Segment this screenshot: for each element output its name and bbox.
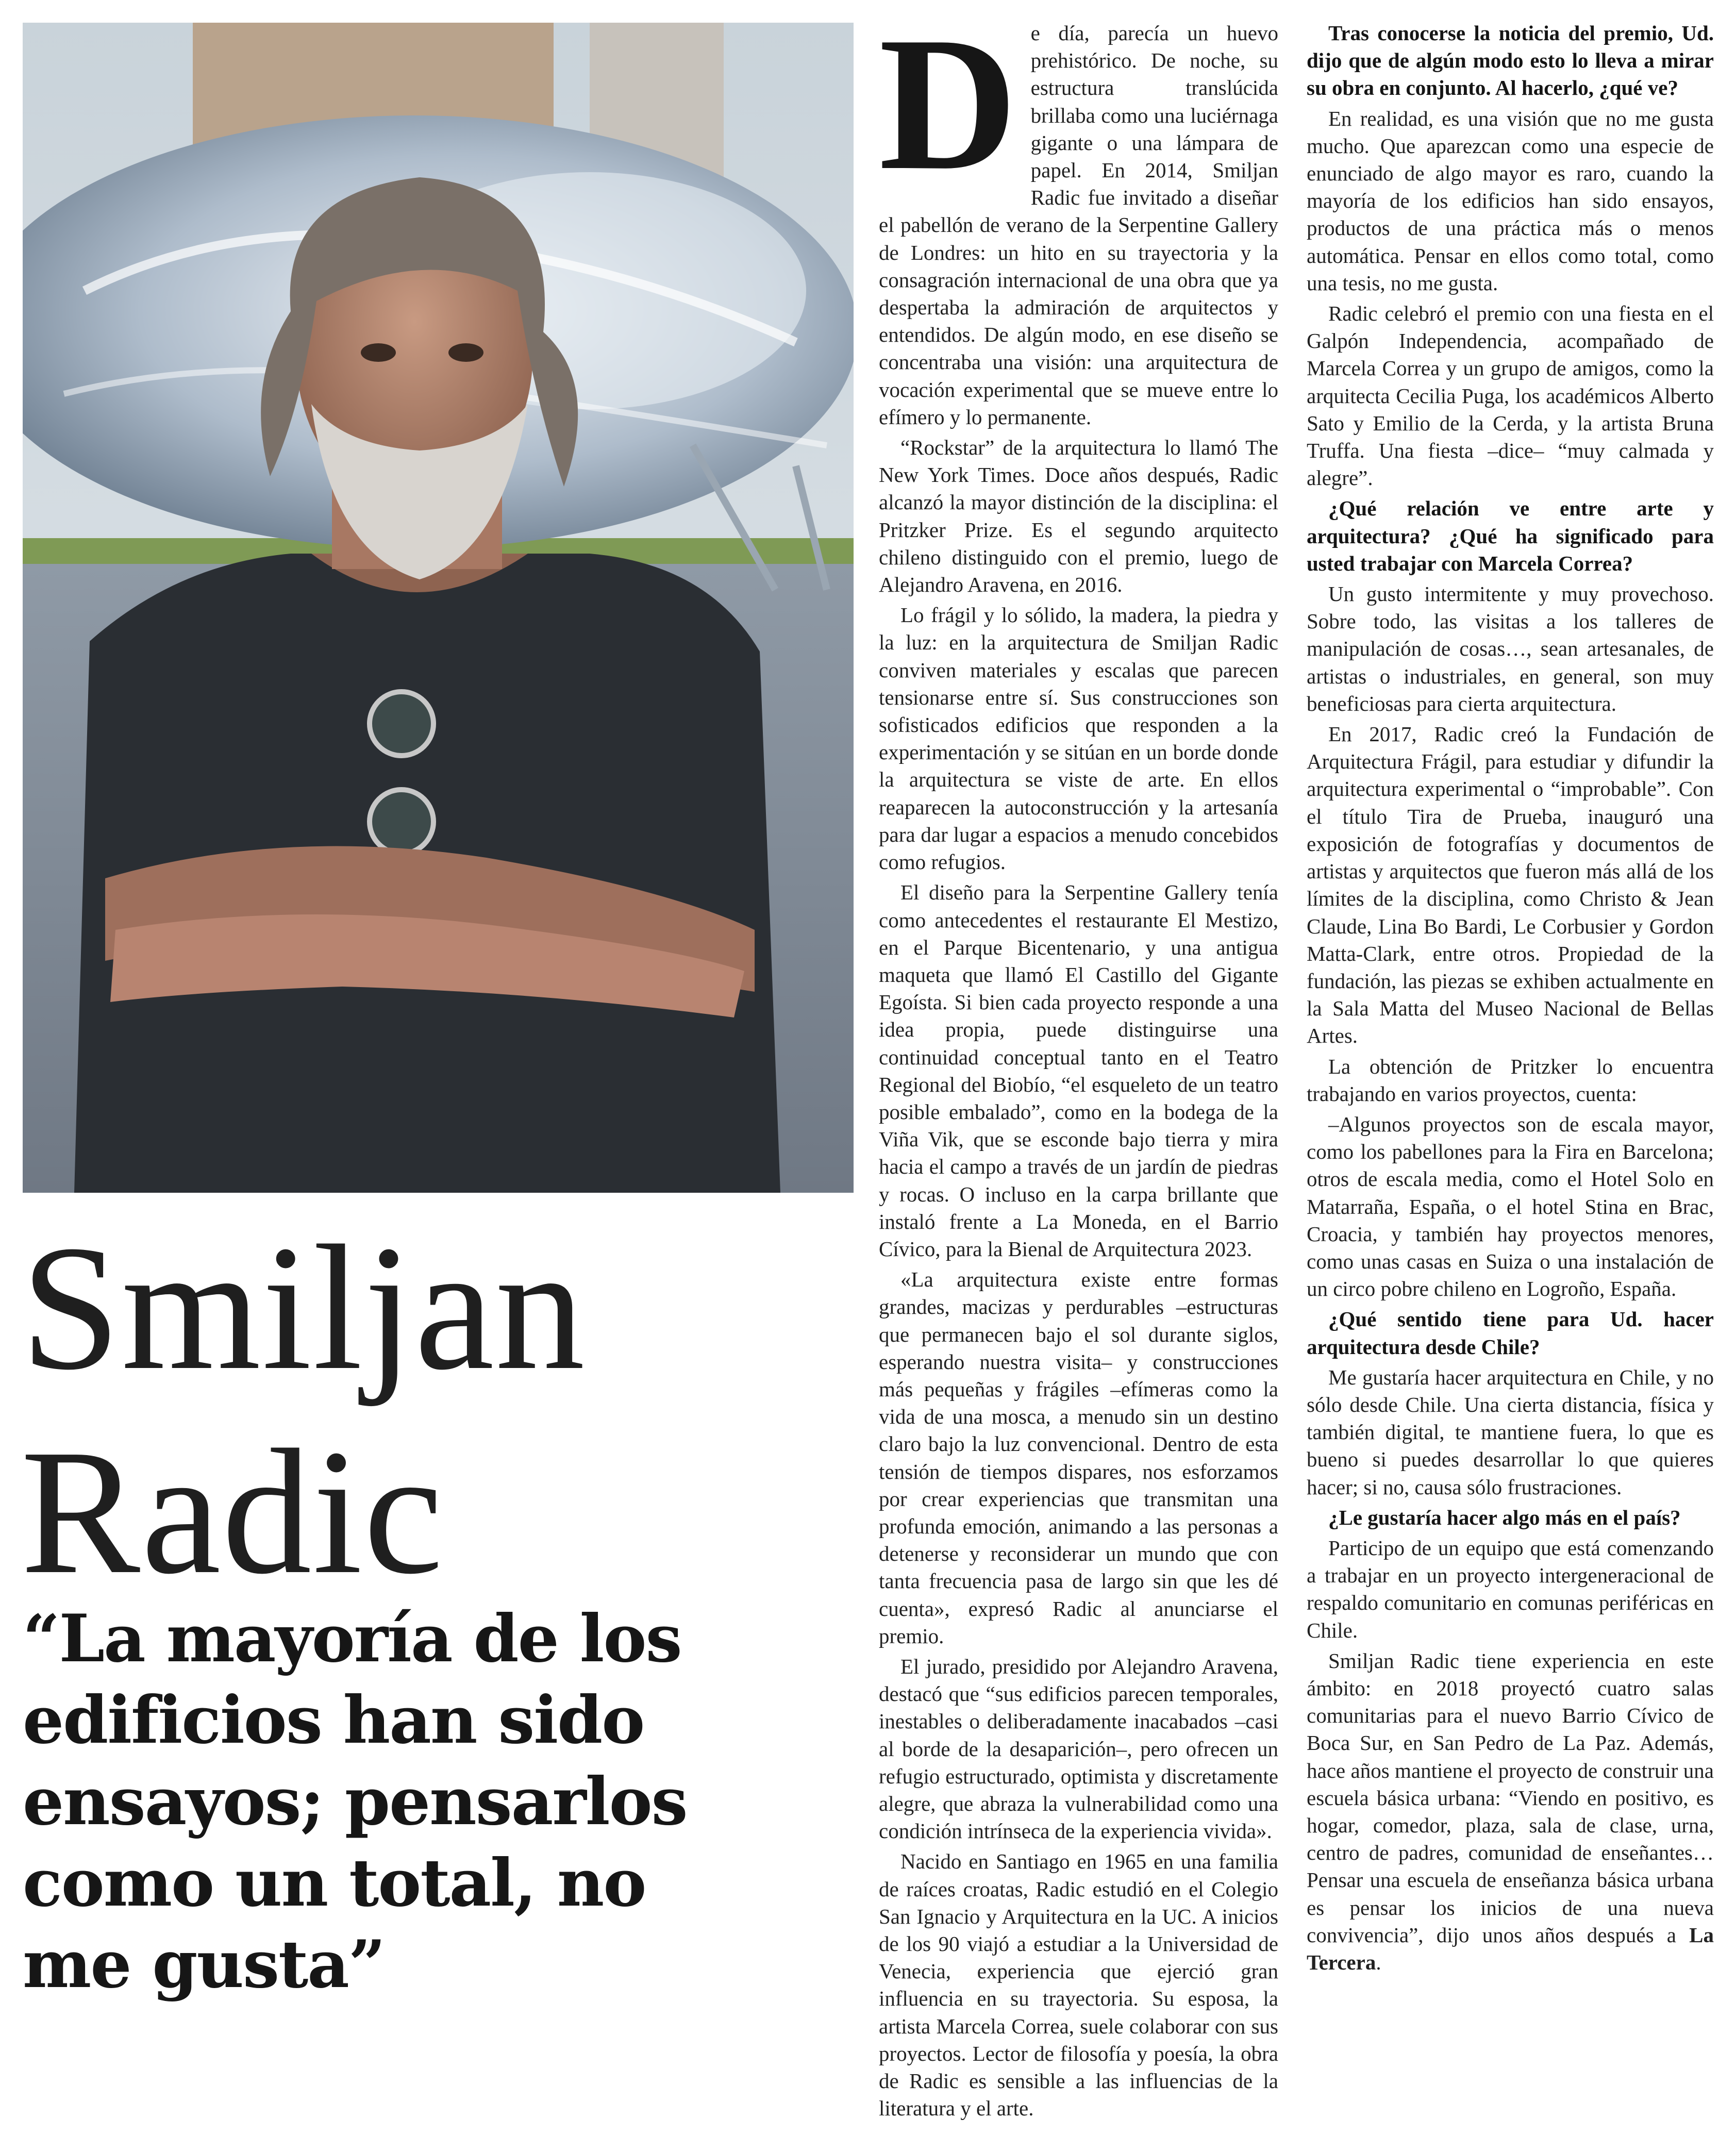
source-name: La Tercera	[1307, 1923, 1714, 1975]
headline-last-name: Radic	[21, 1413, 444, 1611]
paragraph: –Algunos proyectos son de escala mayor, como los pabellones para la Fira en Barcelona; otros de escala media, como el Hotel Solo en Matarraña, España, o el hotel Stina en Brac, Croacia, y también hay proyectos menores, como unas casas en Suiza o una instalación de un circo pobre chileno en Logroño, España.	[1307, 1112, 1714, 1301]
paragraph: En 2017, Radic creó la Fundación de Arquitectura Frágil, para estudiar y difundir la arquitectura experimental o “improbable”. Con el título Tira de Prueba, inauguró una exposición de fotografías y documentos de artistas y arquitectos que fueron más allá de los límites de la disciplina, como Christo & Jean Claude, Lina Bo Bardi, Le Corbusier y Gordon Matta-Clark, entre otros. Propiedad de la fundación, las piezas se exhiben actualmente en la Sala Matta del Museo Nacional de Bellas Artes.	[1307, 722, 1714, 1048]
interview-answer: En realidad, es una visión que no me gusta mucho. Que aparezcan como una especie de enunciado de algo mayor es raro, cuando la mayoría de los edificios han sido ensayos, productos de una práctica más o menos automática. Pensar en ellos como total, como una tesis, no me gusta.	[1307, 106, 1714, 295]
closing-paragraph: Smiljan Radic tiene experiencia en este ámbito: en 2018 proyectó cuatro salas comunitarias para el nuevo Barrio Cívico de Boca Sur, en San Pedro de La Paz. Además, hace años mantiene el proyecto de construir una escuela básica urbana: “Viendo en positivo, es hogar, comedor, plaza, sala de clase, urna, centro de padres, comunidad de enseñantes… Pensar una escuela de enseñanza básica urbana es pensar los inicios de una nueva convivencia”, dijo unos años después a La Tercera.	[1307, 1648, 1714, 1975]
paragraph: «La arquitectura existe entre formas grandes, macizas y perdurables –estructuras que permanecen bajo el sol durante siglos, esperando nuestra visita– y construcciones más pequeñas y frágiles –efímeras como la vida de una mosca, a menudo sin un destino claro bajo la luz convencional. Dentro de esta tensión de tiempos dispares, nos esforzamos por crear experiencias que transmitan una profunda emoción, animando a las personas a detenerse y reconsiderar un mundo que con tanta frecuencia pasa de largo sin que les dé cuenta», expresó Radic al anunciarse el premio.	[879, 1267, 1278, 1648]
interview-answer: Me gustaría hacer arquitectura en Chile, y no sólo desde Chile. Una cierta distancia, física y también digital, te mantiene fuera, lo que es bueno si puedes desarrollar lo que quieres hacer; si no, causa sólo frustraciones.	[1307, 1365, 1714, 1499]
pull-quote-line: me gusta”	[23, 1926, 385, 2002]
interview-question: ¿Qué relación ve entre arte y arquitectura? ¿Qué ha significado para usted trabajar con Marcela Correa?	[1307, 496, 1714, 575]
article-column-1	[879, 0, 1278, 2125]
intro-paragraph: De día, parecía un huevo prehistórico. De noche, su estructura translúcida brillaba como una luciérnaga gigante o una lámpara de papel. En 2014, Smiljan Radic fue invitado a diseñar el pabellón de verano de la Serpentine Gallery de Londres: un hito en su trayectoria y la consagración internacional de una obra que ya despertaba la admiración de arquitectos y entendidos. De algún modo, en ese diseño se concentraba una visión: una arquitectura de vocación experimental que se mueve entre lo efímero y lo permanente.	[879, 0, 1278, 429]
paragraph: El diseño para la Serpentine Gallery tenía como antecedentes el restaurante El Mestizo, en el Parque Bicentenario, y una antigua maqueta que llamó El Castillo del Gigante Egoísta. Si bien cada proyecto responde a una idea propia, puede distinguirse una continuidad conceptual tanto en el Teatro Regional del Biobío, “el esqueleto de un teatro posible embalado”, como en la bodega de la Viña Vik, que se esconde bajo tierra y mira hacia el campo a través de un jardín de piedras y rocas. O incluso en la carpa brillante que instaló frente a La Moneda, en el Barrio Cívico, para la Bienal de Arquitectura 2023.	[879, 880, 1278, 1261]
paragraph: El jurado, presidido por Alejandro Aravena, destacó que “sus edificios parecen temporales, inestables o deliberadamente inacabados –casi al borde de la desaparición–, pero ofrecen un refugio estructurado, optimista y discretamente alegre, que abraza la vulnerabilidad como una condición intrínseca de la experiencia vivida».	[879, 1654, 1278, 1843]
article-column-2	[1307, 20, 1714, 1979]
pull-quote-line: ensayos; pensarlos	[23, 1763, 687, 1840]
interview-question: Tras conocerse la noticia del premio, Ud. dijo que de algún modo esto lo lleva a mirar su obra en conjunto. Al hacerlo, ¿qué ve?	[1307, 21, 1714, 100]
paragraph: La obtención de Pritzker lo encuentra trabajando en varios proyectos, cuenta:	[1307, 1054, 1714, 1106]
interview-answer: Participo de un equipo que está comenzando a trabajar en un proyecto intergeneracional de respaldo comunitario en comunas periféricas en Chile.	[1307, 1536, 1714, 1642]
headline-first-name: Smiljan	[21, 1209, 586, 1407]
drop-cap: D	[879, 0, 1017, 210]
paragraph: Lo frágil y lo sólido, la madera, la piedra y la luz: en la arquitectura de Smiljan Radic conviven materiales y escalas que parecen tensionarse entre sí. Sus construcciones son sofisticados edificios que responden a la experimentación y se sitúan en un borde donde la arquitectura se viste de arte. En ellos reaparecen la autoconstrucción y la artesanía para dar lugar a espacios a menudo concebidos como refugios.	[879, 603, 1278, 874]
pull-quote	[23, 1598, 847, 2005]
paragraph: Radic celebró el premio con una fiesta en el Galpón Independencia, acompañado de Marcela Correa y un grupo de amigos, como la arquitecta Cecilia Puga, los académicos Alberto Sato y Emilio de la Cerda, y la artista Bruna Truffa. Una fiesta –dice– “muy calmada y alegre”.	[1307, 302, 1714, 490]
paragraph: Nacido en Santiago en 1965 en una familia de raíces croatas, Radic estudió en el Colegio San Ignacio y Arquitectura en la UC. A inicios de los 90 viajó a estudiar a la Universidad de Venecia, experiencia que ejerció gran influencia en su trayectoria. Su esposa, la artista Marcela Correa, suele colaborar con sus proyectos. Lector de filosofía y poesía, la obra de Radic es sensible a las influencias de la literatura y el arte.	[879, 1849, 1278, 2121]
portrait-photo	[23, 23, 854, 1193]
pull-quote-line: edificios han sido	[23, 1682, 644, 1758]
interview-answer: Un gusto intermitente y muy provechoso. Sobre todo, las visitas a los talleres de manipulación de cosas…, sean artesanales, de artistas o industriales, en general, son muy beneficiosas para cierta arquitectura.	[1307, 582, 1714, 715]
headline-name	[21, 1206, 866, 1614]
pull-quote-line: “La mayoría de los	[23, 1600, 681, 1677]
portrait-icon	[23, 23, 854, 1193]
pull-quote-line: como un total, no	[23, 1845, 646, 1921]
interview-question: ¿Qué sentido tiene para Ud. hacer arquitectura desde Chile?	[1307, 1307, 1714, 1359]
interview-question: ¿Le gustaría hacer algo más en el país?	[1328, 1505, 1681, 1529]
paragraph: “Rockstar” de la arquitectura lo llamó The New York Times. Doce años después, Radic alcanzó la mayor distinción de la disciplina: el Pritzker Prize. Es el segundo arquitecto chileno distinguido con el premio, luego de Alejandro Aravena, en 2016.	[879, 436, 1278, 597]
